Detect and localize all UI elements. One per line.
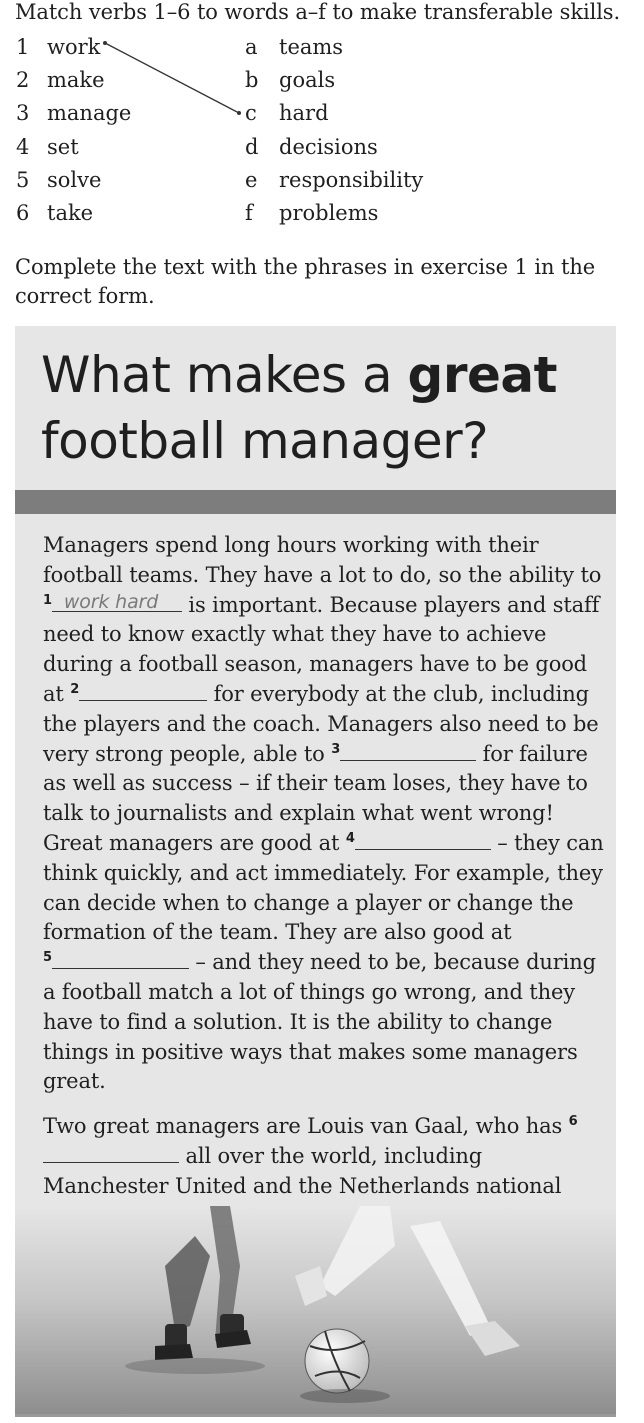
header-divider-bar (15, 490, 616, 514)
item-number: 6 (16, 201, 30, 225)
paragraph-1 (43, 531, 608, 1097)
gap-number: 5 (43, 950, 52, 966)
exercise2-instruction (15, 253, 615, 311)
text-segment: is important. Because players and staff need to know exactly what they have to achieve during a football season, managers have to be good at (43, 592, 600, 706)
headline-box (15, 326, 616, 490)
word: problems (279, 201, 379, 225)
article-title (41, 342, 601, 474)
verb: make (47, 68, 105, 92)
title-part1: What makes a (41, 346, 408, 404)
word: hard (279, 101, 329, 125)
football-players-photo (15, 1206, 616, 1414)
item-number: 1 (16, 35, 30, 59)
word: decisions (279, 135, 378, 159)
verb: set (47, 135, 79, 159)
gap-6-answer-line[interactable] (43, 1142, 179, 1163)
exercise1-instruction: Match verbs 1–6 to words a–f to make transferable skills. (15, 0, 621, 24)
article-panel (15, 326, 616, 1414)
text-segment: Two great managers are Louis van Gaal, who has (43, 1114, 569, 1139)
instruction-text: Complete the text with the phrases in exercise 1 in the correct form. (15, 255, 596, 308)
title-part2: football manager? (41, 412, 489, 470)
text-segment: for everybody at the club, including the players and the coach. Managers also need to be very strong people, able to (43, 681, 599, 766)
word: goals (279, 68, 336, 92)
gap-number: 4 (345, 830, 355, 846)
gap-number: 2 (70, 681, 80, 697)
bottom-divider (15, 1414, 616, 1417)
text-segment: – and they need to be, because during a football match a lot of things go wrong, and they have to find a solution. It is the ability to change things in positive ways that makes some managers great. (43, 950, 596, 1094)
item-letter: e (245, 168, 258, 192)
article-body (43, 531, 608, 1291)
gap-number: 1 (43, 592, 52, 608)
item-letter: c (245, 101, 257, 125)
item-letter: d (245, 135, 259, 159)
item-number: 4 (16, 135, 30, 159)
item-number: 3 (16, 101, 30, 125)
gap-4-answer-line[interactable] (355, 829, 491, 850)
verb: work (47, 35, 101, 59)
verb: manage (47, 101, 132, 125)
text-segment: – they can think quickly, and act immediately. For example, they can decide when to change a player or change the formation of the team. They are also good at (43, 830, 604, 945)
text-segment: all over the world, including Manchester United and the Netherlands national (43, 1143, 562, 1198)
verb: take (47, 201, 94, 225)
text-segment: for failure as well as success – if their team loses, they have to talk to journalists and explain what went wrong! Great managers are good at (43, 741, 588, 855)
verb: solve (47, 168, 102, 192)
gap-5-answer-line[interactable] (52, 948, 189, 969)
title-bold-word: great (407, 346, 558, 404)
item-letter: f (245, 201, 253, 225)
item-number: 5 (16, 168, 30, 192)
word: teams (279, 35, 344, 59)
gap-number: 3 (331, 741, 341, 757)
handwritten-answer: work hard (63, 590, 159, 613)
gap-number: 6 (568, 1114, 578, 1130)
word: responsibility (279, 168, 424, 192)
gap-2-answer-line[interactable] (79, 680, 207, 701)
item-number: 2 (16, 68, 30, 92)
gap-1-answer-line[interactable] (52, 591, 182, 612)
item-letter: a (245, 35, 258, 59)
item-letter: b (245, 68, 259, 92)
text-segment: Managers spend long hours working with their football teams. They have a lot to do, so the ability to (43, 533, 602, 587)
gap-3-answer-line[interactable] (340, 740, 476, 761)
